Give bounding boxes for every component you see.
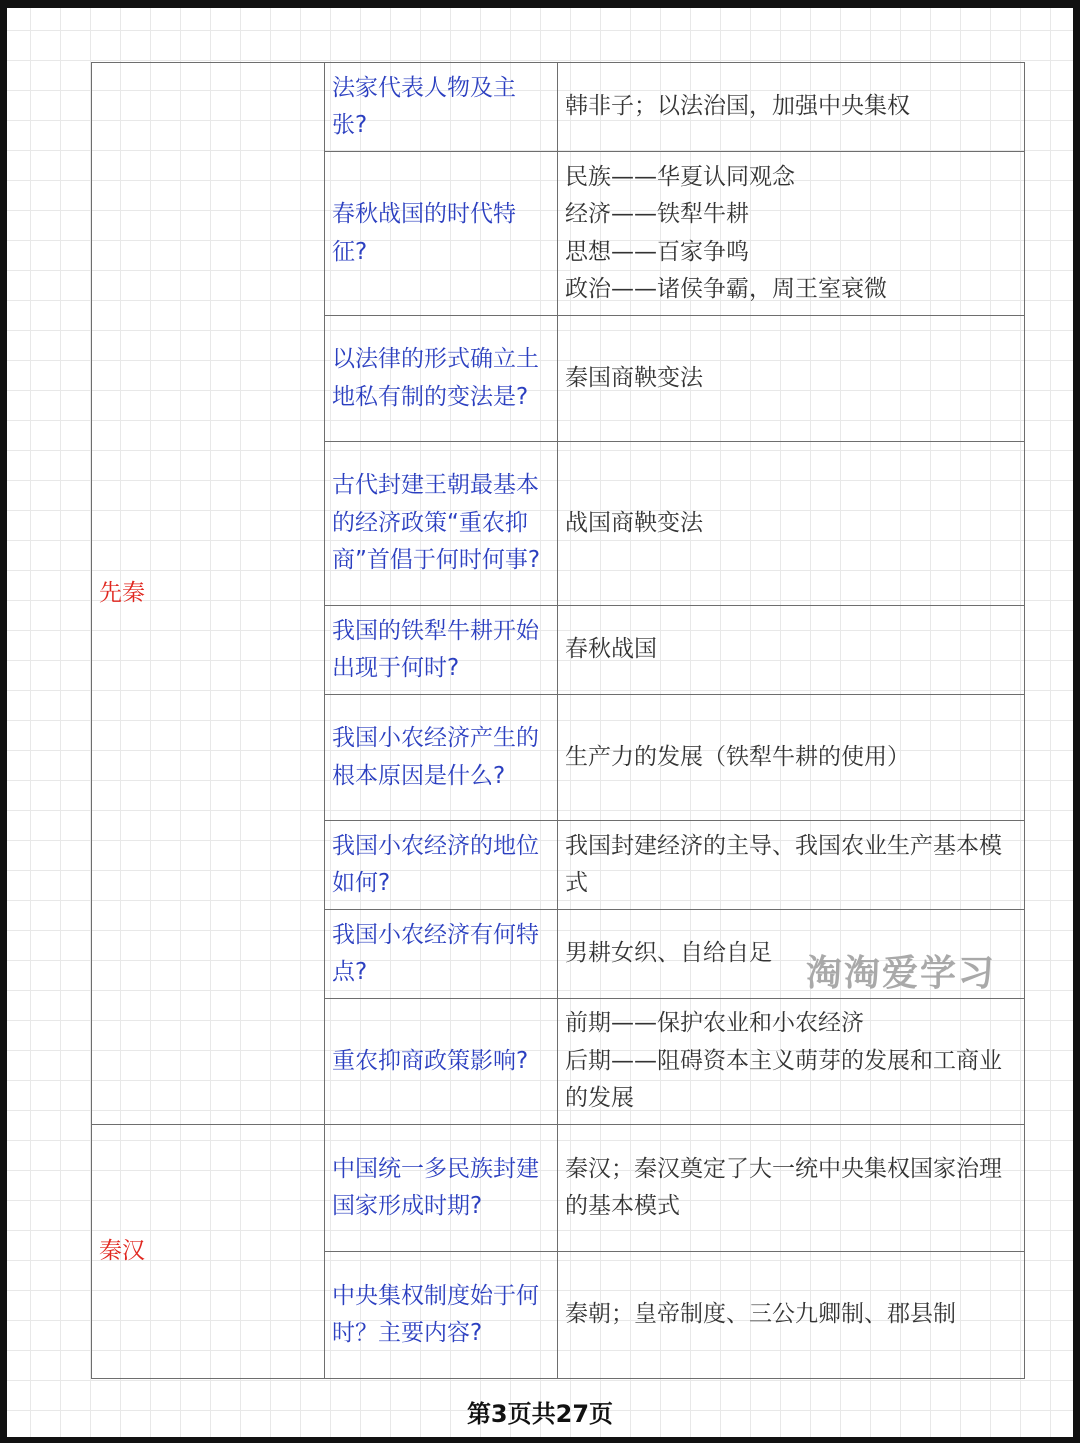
era-cell-xianqin: 先秦 [92,63,325,1125]
qa-table [91,62,1025,1379]
answer-cell [558,152,1025,316]
question-cell: 我国小农经济产生的根本原因是什么? [325,695,558,821]
answer-line: 春秋战国 [565,636,657,663]
question-cell: 我国小农经济的地位如何? [325,821,558,910]
answer-cell [558,442,1025,606]
answer-line: 秦朝；皇帝制度、三公九卿制、郡县制 [565,1301,956,1328]
answer-cell [558,695,1025,821]
question-cell: 中央集权制度始于何时？主要内容? [325,1252,558,1379]
watermark: 淘淘爱学习 [806,953,997,994]
table-row [92,63,1025,152]
question-cell: 我国的铁犁牛耕开始出现于何时? [325,606,558,695]
answer-line: 政治——诸侯争霸，周王室衰微 [565,276,887,302]
answer-line: 韩非子；以法治国，加强中央集权 [565,93,910,120]
question-cell: 古代封建王朝最基本的经济政策“重农抑商”首倡于何时何事? [325,442,558,606]
answer-cell [558,999,1025,1125]
answer-cell [558,316,1025,442]
frame-bottom [0,1437,1080,1443]
answer-cell [558,63,1025,152]
answer-line: 秦国商鞅变法 [565,364,703,391]
page-number: 第3页共27页 [466,1400,614,1428]
answer-line: 生产力的发展（铁犁牛耕的使用） [565,743,910,770]
frame-top [0,0,1080,8]
answer-line: 思想——百家争鸣 [565,238,749,265]
answer-line: 战国商鞅变法 [565,509,703,536]
answer-line: 后期——阻碍资本主义萌芽的发展和工商业的发展 [565,1047,1002,1112]
answer-line: 男耕女织、自给自足 [565,940,772,967]
answer-cell [558,1252,1025,1379]
question-cell: 春秋战国的时代特征? [325,152,558,316]
frame-left [0,0,7,1443]
answer-line: 民族——华夏认同观念 [565,163,795,190]
answer-cell [558,606,1025,695]
answer-cell [558,1125,1025,1252]
answer-line: 秦汉；秦汉奠定了大一统中央集权国家治理的基本模式 [565,1155,1002,1219]
question-cell: 重农抑商政策影响? [325,999,558,1125]
question-cell: 中国统一多民族封建国家形成时期? [325,1125,558,1252]
frame-right [1073,0,1080,1443]
answer-cell [558,821,1025,910]
table-row [92,1125,1025,1252]
question-cell: 以法律的形式确立土地私有制的变法是? [325,316,558,442]
answer-line: 前期——保护农业和小农经济 [565,1010,864,1037]
answer-line: 我国封建经济的主导、我国农业生产基本模式 [565,832,1002,896]
answer-line: 经济——铁犁牛耕 [565,201,749,227]
era-cell-qinhan: 秦汉 [92,1125,325,1379]
question-cell: 法家代表人物及主张? [325,63,558,152]
question-cell: 我国小农经济有何特点? [325,910,558,999]
